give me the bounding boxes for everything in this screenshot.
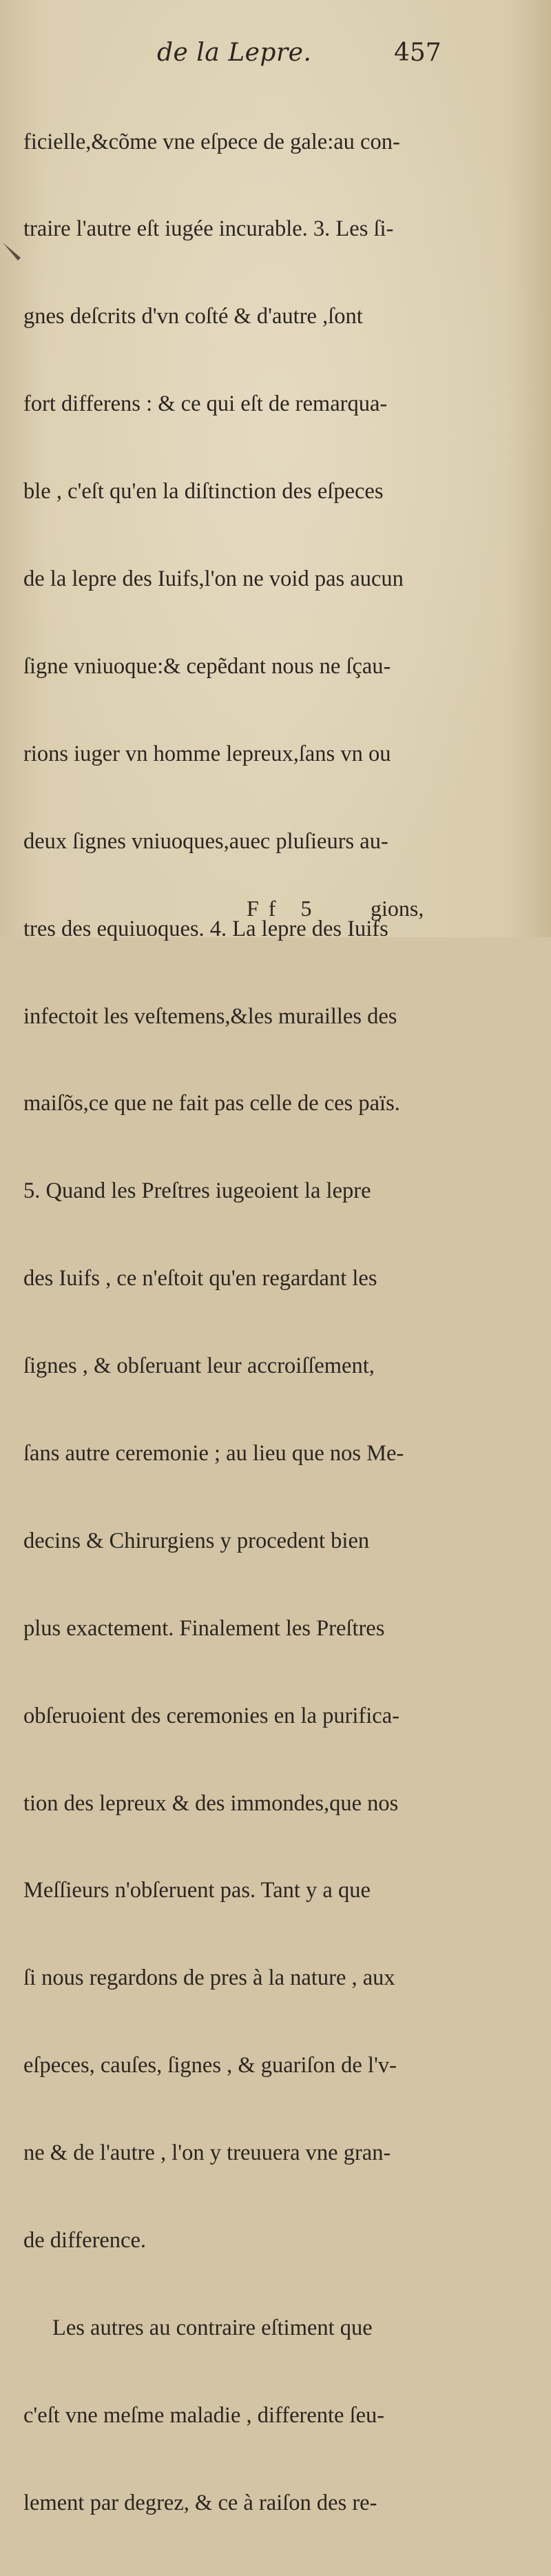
running-title: de la Lepre. <box>157 39 312 67</box>
text-line: de la lepre des Iuifs,l'on ne void pas aucun <box>23 566 404 592</box>
text-line: fort differens : & ce qui eſt de remarqua- <box>23 391 388 417</box>
text-line: ſi nous regardons de pres à la nature , aux <box>23 1965 395 1991</box>
text-line: gnes deſcrits d'vn coſté & d'autre ,ſont <box>23 304 363 329</box>
text-line: c'eſt vne meſme maladie , differente ſeu- <box>23 2402 385 2428</box>
text-line: 5. Quand les Preſtres iugeoient la lepre <box>23 1178 371 1204</box>
text-line: ſignes , & obſeruant leur accroiſſement, <box>23 1353 375 1379</box>
text-line: ble , c'eſt qu'en la diſtinction des eſpeces <box>23 479 384 504</box>
text-line: rions iuger vn homme lepreux,ſans vn ou <box>23 741 391 766</box>
text-line: eſpeces, cauſes, ſignes , & guariſon de l'v- <box>23 2053 397 2078</box>
text-line: obſeruoient des ceremonies en la purifica- <box>23 1703 399 1728</box>
page-header <box>0 34 551 69</box>
page-number: 457 <box>394 39 441 67</box>
text-line: Les autres au contraire eſtiment que <box>52 2315 373 2340</box>
text-line: ne & de l'autre , l'on y treuuera vne gran- <box>23 2140 391 2166</box>
body-text <box>23 69 450 2576</box>
text-line: plus exactement. Finalement les Preſtres <box>23 1615 385 1641</box>
text-line: Meſſieurs n'obſeruent pas. Tant y a que <box>23 1878 371 1903</box>
text-line: ficielle,&cõme vne eſpece de gale:au con- <box>23 129 400 154</box>
text-line: des Iuifs , ce n'eſtoit qu'en regardant les <box>23 1266 377 1291</box>
page-footer <box>0 896 551 930</box>
text-line: tres des equiuoques. 4. La lepre des Iuifs <box>23 916 388 941</box>
text-line: de difference. <box>23 2227 147 2253</box>
text-line: traire l'autre eſt iugée incurable. 3. Les ſi- <box>23 216 394 242</box>
ink-bleed-mark <box>0 240 26 265</box>
text-line: ſigne vniuoque:& cepẽdant nous ne ſçau- <box>23 653 391 679</box>
text-line: tion des lepreux & des immondes,que nos <box>23 1790 399 1816</box>
text-line: lement par degrez, & ce à raiſon des re- <box>23 2490 377 2515</box>
signature-mark: Ff 5 <box>247 896 322 921</box>
text-line: deux ſignes vniuoques,auec pluſieurs au- <box>23 828 388 854</box>
catchword: gions, <box>371 896 424 921</box>
text-line: ſans autre ceremonie ; au lieu que nos Me- <box>23 1440 404 1466</box>
text-line: maiſõs,ce que ne fait pas celle de ces païs. <box>23 1091 400 1116</box>
text-line: decins & Chirurgiens y procedent bien <box>23 1528 370 1553</box>
text-line: infectoit les veſtemens,&les murailles des <box>23 1003 397 1029</box>
